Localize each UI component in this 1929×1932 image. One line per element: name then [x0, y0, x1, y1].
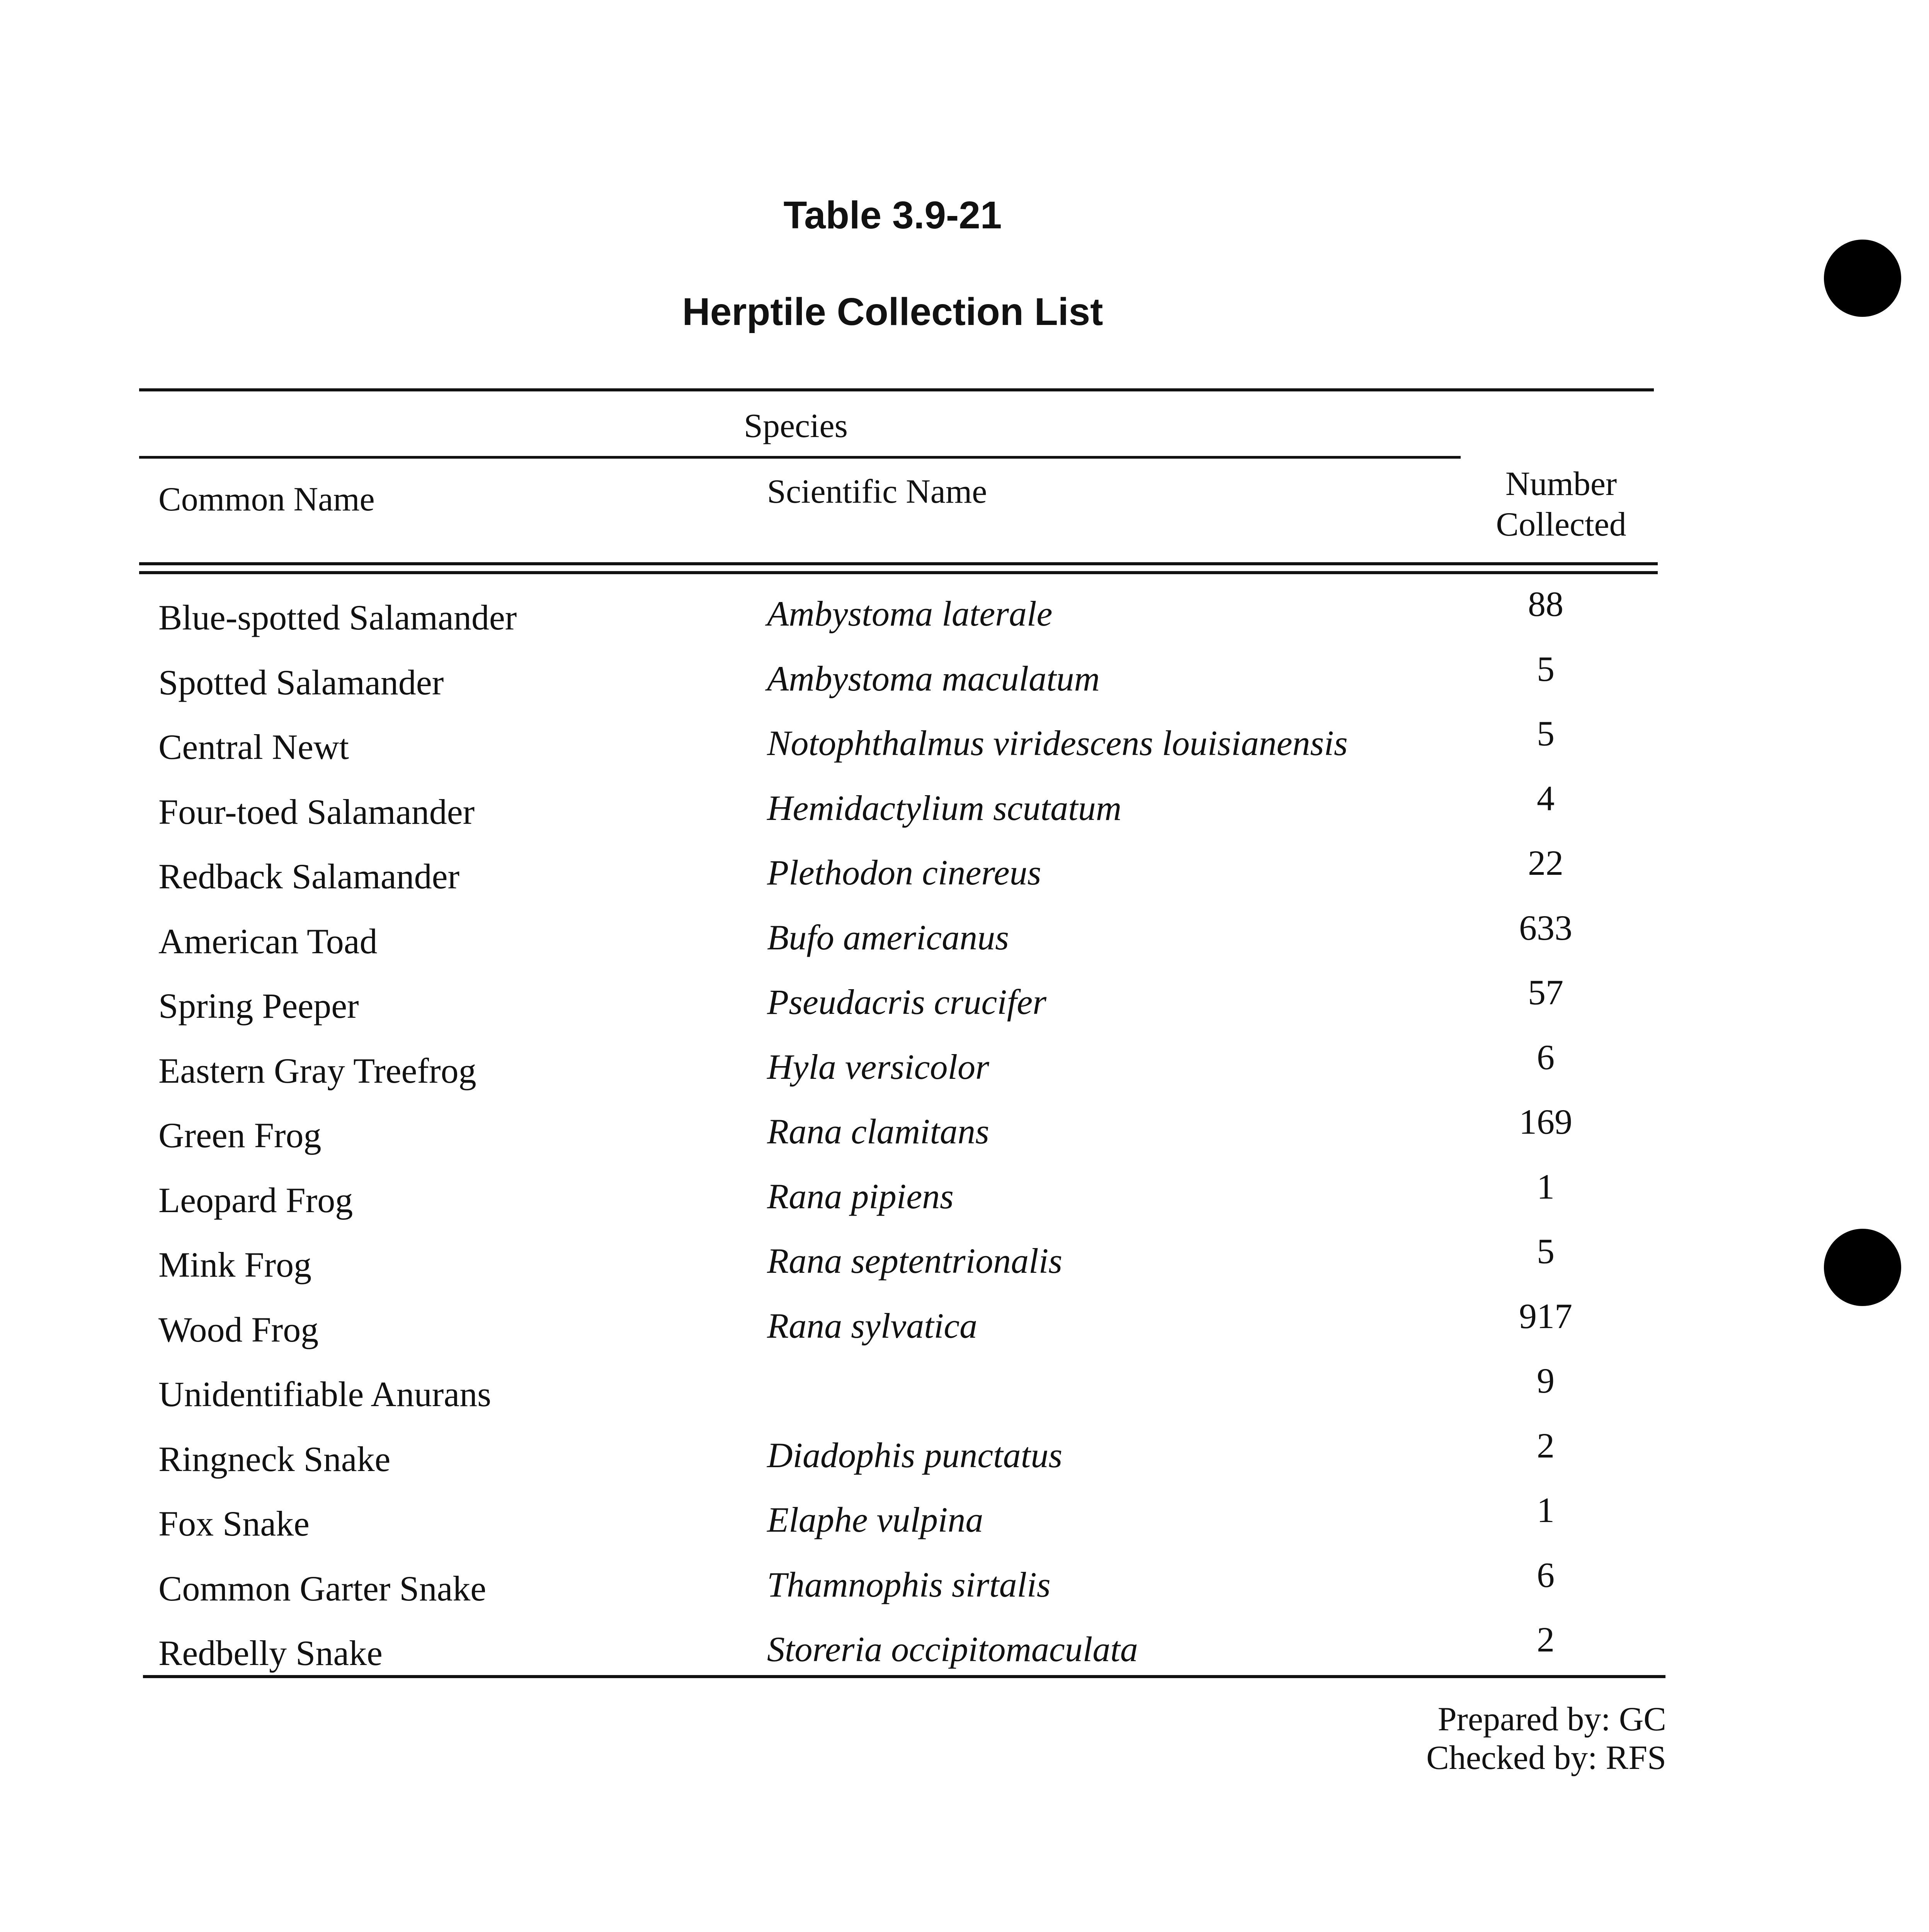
binder-hole-top	[1824, 240, 1901, 317]
checked-by: Checked by: RFS	[1426, 1739, 1666, 1777]
scientific-name-cell: Thamnophis sirtalis	[767, 1565, 1051, 1604]
common-name-cell: Unidentifiable Anurans	[158, 1374, 492, 1414]
table-row	[0, 1037, 1929, 1108]
table-row	[0, 1102, 1929, 1173]
scientific-name-cell: Bufo americanus	[767, 918, 1009, 957]
number-header-line1: Number	[1505, 465, 1617, 503]
number-cell: 1	[1537, 1167, 1555, 1206]
scientific-name-cell: Rana sylvatica	[767, 1306, 978, 1345]
table-row	[0, 584, 1929, 655]
common-name-cell: Fox Snake	[158, 1504, 310, 1543]
number-cell: 57	[1528, 973, 1563, 1012]
number-cell: 5	[1537, 714, 1555, 753]
number-cell: 5	[1537, 1231, 1555, 1271]
common-name-cell: Leopard Frog	[158, 1180, 353, 1220]
header-double-rule-bottom	[139, 571, 1658, 574]
number-cell: 4	[1537, 779, 1555, 818]
common-name-cell: Green Frog	[158, 1116, 322, 1155]
binder-hole-middle	[1824, 1229, 1901, 1306]
species-underline	[139, 456, 1461, 459]
common-name-cell: Four-toed Salamander	[158, 792, 475, 832]
scientific-name-cell: Plethodon cinereus	[767, 853, 1041, 892]
table-row	[0, 1361, 1929, 1432]
common-name-cell: Common Garter Snake	[158, 1569, 487, 1608]
header-double-rule-top	[139, 562, 1658, 565]
table-row	[0, 649, 1929, 720]
number-cell: 22	[1528, 843, 1563, 883]
table-row	[0, 1231, 1929, 1302]
table-row	[0, 779, 1929, 849]
prepared-by: Prepared by: GC	[1437, 1701, 1666, 1738]
number-cell: 5	[1537, 649, 1555, 689]
table-title: Herptile Collection List	[682, 290, 1103, 333]
table-row	[0, 1296, 1929, 1367]
table-row	[0, 1167, 1929, 1238]
table-row	[0, 908, 1929, 979]
scientific-name-cell: Elaphe vulpina	[767, 1500, 983, 1539]
table-row	[0, 1555, 1929, 1626]
number-cell: 917	[1519, 1296, 1572, 1336]
table-row	[0, 1620, 1929, 1690]
scientific-name-cell: Diadophis punctatus	[767, 1435, 1063, 1475]
top-rule	[139, 388, 1654, 391]
number-cell: 633	[1519, 908, 1572, 947]
number-cell: 2	[1537, 1620, 1555, 1659]
scientific-name-header: Scientific Name	[767, 473, 987, 510]
scientific-name-cell: Hyla versicolor	[767, 1047, 989, 1087]
species-group-header: Species	[744, 407, 848, 445]
number-cell: 6	[1537, 1555, 1555, 1595]
number-cell: 9	[1537, 1361, 1555, 1400]
table-bottom-rule	[143, 1675, 1665, 1678]
common-name-cell: Ringneck Snake	[158, 1439, 391, 1479]
scientific-name-cell: Pseudacris crucifer	[767, 982, 1047, 1022]
common-name-cell: Mink Frog	[158, 1245, 312, 1284]
common-name-cell: Spotted Salamander	[158, 663, 444, 702]
number-cell: 1	[1537, 1490, 1555, 1530]
scientific-name-cell: Rana septentrionalis	[767, 1241, 1063, 1281]
scientific-name-cell: Rana pipiens	[767, 1177, 954, 1216]
common-name-cell: American Toad	[158, 922, 378, 961]
common-name-cell: Eastern Gray Treefrog	[158, 1051, 476, 1090]
scientific-name-cell: Storeria occipitomaculata	[767, 1629, 1138, 1669]
scientific-name-cell: Ambystoma laterale	[767, 594, 1053, 633]
number-cell: 88	[1528, 584, 1563, 624]
table-row	[0, 973, 1929, 1043]
table-row	[0, 843, 1929, 914]
table-row	[0, 714, 1929, 784]
table-number: Table 3.9-21	[783, 194, 1002, 237]
common-name-cell: Blue-spotted Salamander	[158, 598, 517, 637]
number-collected-header	[1461, 464, 1662, 545]
number-cell: 6	[1537, 1037, 1555, 1077]
common-name-cell: Central Newt	[158, 727, 349, 767]
number-cell: 2	[1537, 1426, 1555, 1465]
table-row	[0, 1426, 1929, 1497]
common-name-cell: Redbelly Snake	[158, 1633, 383, 1673]
common-name-cell: Spring Peeper	[158, 986, 359, 1026]
table-row	[0, 1490, 1929, 1561]
number-header-line2: Collected	[1496, 506, 1626, 543]
common-name-cell: Wood Frog	[158, 1310, 319, 1349]
scientific-name-cell: Rana clamitans	[767, 1112, 989, 1151]
scientific-name-cell: Ambystoma maculatum	[767, 659, 1100, 698]
number-cell: 169	[1519, 1102, 1572, 1141]
common-name-header: Common Name	[158, 481, 375, 518]
scientific-name-cell: Hemidactylium scutatum	[767, 788, 1122, 828]
scientific-name-cell: Notophthalmus viridescens louisianensis	[767, 723, 1348, 763]
common-name-cell: Redback Salamander	[158, 857, 460, 896]
